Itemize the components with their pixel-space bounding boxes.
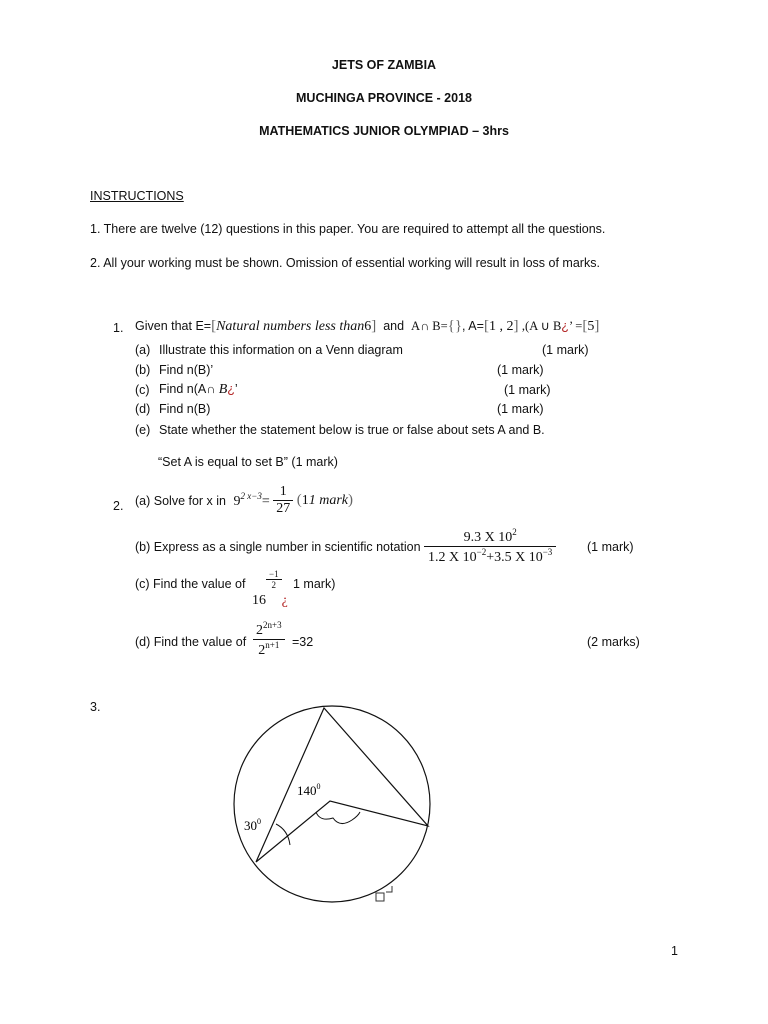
q1-intro: Given that E=[Natural numbers less than6] and A∩ B={}, A=[1 , 2] ,(A ∪ B¿’ =[5] xyxy=(135,318,600,334)
instruction-2: 2. All your working must be shown. Omission of essential working will result in loss of marks. xyxy=(90,256,600,270)
q1-part-b-label: (b) xyxy=(135,363,151,377)
q1-part-b-marks: (1 mark) xyxy=(497,363,544,377)
angle-label-140: $140^0$ xyxy=(297,782,321,798)
angle-label-30: $30^0$ xyxy=(244,817,261,833)
q2-part-c-expr: 16 $\frac{-1}{2}$ ¿ xyxy=(252,569,288,609)
q2-part-d-eq: =32 xyxy=(292,635,314,649)
angle-arc-30 xyxy=(276,824,290,845)
q1-part-b-text: Find n(B)’ xyxy=(159,363,214,377)
small-box-marker xyxy=(376,893,384,901)
q1-part-a-label: (a) xyxy=(135,343,151,357)
q2-number: 2. xyxy=(113,499,124,513)
q2-part-d-fraction: $\frac{2^{2n+3}}{2^{n+1}}$ xyxy=(253,620,285,659)
header-province: MUCHINGA PROVINCE - 2018 xyxy=(296,91,472,105)
q2-part-c-tail: 1 mark) xyxy=(293,577,336,591)
q1-part-a-marks: (1 mark) xyxy=(542,343,589,357)
q1-part-e-label: (e) xyxy=(135,423,151,437)
header-title: JETS OF ZAMBIA xyxy=(331,58,437,72)
q2-part-b-fraction: $\frac{9.3 X 10^2}{1.2 X 10^{-2}+3.5 X 10^{-3}}$ xyxy=(424,527,556,566)
chord-lines xyxy=(256,708,428,862)
small-corner-marker xyxy=(386,886,392,892)
instruction-1: 1. There are twelve (12) questions in this paper. You are required to attempt all the questions. xyxy=(90,222,606,236)
q1-part-d-label: (d) xyxy=(135,402,151,416)
q1-statement: “Set A is equal to set B” (1 mark) xyxy=(158,455,338,469)
q1-part-d-marks: (1 mark) xyxy=(497,402,544,416)
angle-arc-140 xyxy=(316,812,360,824)
q2-part-b-text: (b) Express as a single number in scientific notation xyxy=(135,540,421,554)
q1-part-d-text: Find n(B) xyxy=(159,402,211,416)
q2-part-b-marks: (1 mark) xyxy=(587,540,634,554)
q1-number: 1. xyxy=(113,321,124,335)
q1-part-c-text: Find n(A∩ B¿’ xyxy=(159,382,238,397)
q3-number: 3. xyxy=(90,700,101,714)
q1-part-a-text: Illustrate this information on a Venn diagram xyxy=(159,343,403,357)
q1-part-c-label: (c) xyxy=(135,383,150,397)
q2-part-a: (a) Solve for x in $9^{2 x-3}=$ $\frac{1}{27}$ (11 mark) xyxy=(135,484,353,517)
page-number: 1 xyxy=(671,944,678,958)
circle-outline xyxy=(234,706,430,902)
q2-part-d-marks: (2 marks) xyxy=(587,635,640,649)
header-subject: MATHEMATICS JUNIOR OLYMPIAD – 3hrs xyxy=(259,124,509,138)
q2-part-d-text: (d) Find the value of xyxy=(135,635,247,649)
instructions-title: INSTRUCTIONS xyxy=(90,189,184,203)
q1-part-e-text: State whether the statement below is true or false about sets A and B. xyxy=(159,423,545,437)
q1-part-c-marks: (1 mark) xyxy=(504,383,551,397)
q2-part-c-text: (c) Find the value of xyxy=(135,577,246,591)
